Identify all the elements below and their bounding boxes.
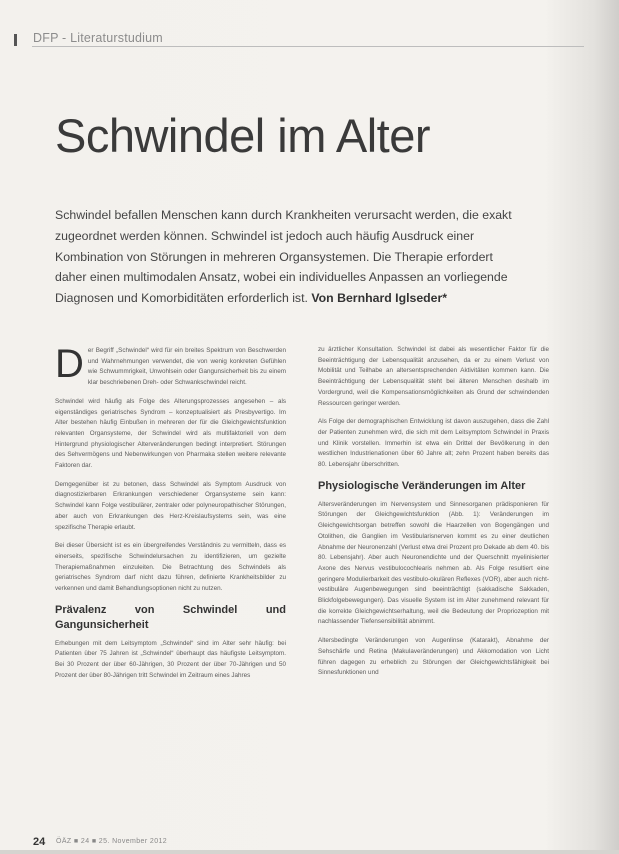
- scan-edge: [0, 850, 619, 854]
- right-column: [318, 345, 549, 687]
- body-paragraph: Altersveränderungen im Nervensystem und Sinnesorganen prädisponieren für Störungen der Gleichgewichtsfunktion (Abb. 1): Veränderungen im Gleichgewichtsorgan betreffen sowohl die Haarzellen von Bogengängen und Otolithen, die Ganglien im Vestibularisnerven kommt es zu einer deutlichen Abnahme der Neuronenzahl (Verlust etwa drei Prozent pro Dekade ab dem 40. bis 80. Lebensjahr). Aber auch Neuronendichte und der Querschnitt myelinisierter Axone des Nervus vestibulocochlearis nehmen ab. Als Folge resultiert eine geringere Modulierbarkeit des vestibulo-okulären Reflexes (VOR), aber auch nicht-vestibuläre Augenbewegungen sind beeinträchtigt (sakkadische Sakkaden, Blickfolgebewegungen). Das visuelle System ist im Alter zunehmend relevant für die korrekte Gleichgewichtserhaltung, weil die Bedeutung der Propriozeption mit nachlassender Tiefensensibilität abnimmt.: [318, 500, 549, 626]
- body-paragraph: Schwindel wird häufig als Folge des Alterungsprozesses angesehen – als eigenständiges geriatrisches Syndrom – konzeptualisiert als Presbyvertigo. Im Alter bestehen häufig Einbußen in mehreren der für die Gleichgewichtsfunktion relevanten Organsysteme, der Schwindel wird als multifaktoriell von dem Hintergrund physiologischer Alterveränderungen bedingt interpretiert. Störungen des Sehvermögens und Nebenwirkungen von Pharmaka stellen weitere relevante Faktoren dar.: [55, 397, 286, 470]
- body-paragraph: Altersbedingte Veränderungen von Augenlinse (Katarakt), Abnahme der Sehschärfe und Retina (Makulaveränderungen) und Akkomodation von Licht führen dagegen zu erheblich zu Störungen der Gleichgewichtsfähigkeit bei Sinnesfunktionen und: [318, 637, 549, 677]
- article-lead: [55, 205, 525, 309]
- body-paragraph: Bei dieser Übersicht ist es ein übergreifendes Verständnis zu vermitteln, dass es einerseits, spezifische Schwindelursachen zu identifizieren, um gezielte Therapiemaßnahmen einzuleiten. Die Betrachtung des Schwindels als geriatrisches Syndrom darf nicht dazu führen, definierte Krankheitsbilder zu verkennen und damit Behandlungsoptionen nicht zu nutzen.: [55, 542, 286, 593]
- section-marker: [14, 34, 17, 46]
- subheading-physiology: Physiologische Veränderungen im Alter: [318, 479, 526, 492]
- author-byline: Von Bernhard Iglseder*: [311, 291, 448, 306]
- section-label: DFP - Literaturstudium: [33, 31, 163, 45]
- intro-paragraph: [55, 342, 286, 389]
- page-number: 24: [33, 836, 46, 848]
- header-rule: [32, 46, 584, 47]
- body-paragraph: zu ärztlicher Konsultation. Schwindel ist dabei als wesentlicher Faktor für die Beeinträchtigung der Lebensqualität anzusehen, da er zu einem Verlust von Mobilität und Teilhabe an altersentsprechenden Aktivitäten kommen kann. Die Beeinträchtigung der Lebensqualität steht bei älteren Menschen deshalb im Vordergrund, weil die Kompensationsmöglichkeiten als Grund der schwindenden Ressourcen geringer werden.: [318, 346, 549, 407]
- publication-info: ÖÄZ ■ 24 ■ 25. November 2012: [56, 838, 168, 845]
- body-paragraph: Erhebungen mit dem Leitsymptom „Schwindel“ sind im Alter sehr häufig: bei Patienten über 75 Jahren ist „Schwindel“ überhaupt das häufigste Leitsymptom. Bei 30 Prozent der über 60-Jährigen, 30 Prozent der über 70-Jährigen und 50 Prozent der über 80-Jährigen tritt Schwindel im Zeitraum eines Jahres: [55, 639, 286, 679]
- left-column: [55, 342, 286, 690]
- lead-text: Schwindel befallen Menschen kann durch Krankheiten verursacht werden, die exakt zugeordnet werden können. Schwindel ist jedoch auch häufig Ausdruck einer Kombination von Störungen in mehreren Organsystemen. Die Therapie erfordert daher einen multimodalen Ansatz, wobei ein individuelles Anpassen an vorliegende Diagnosen und Komorbiditäten erforderlich ist.: [55, 208, 512, 306]
- paragraph-text: er Begriff „Schwindel“ wird für ein breites Spektrum von Beschwerden und Wahrnehmungen verwendet, die von wenig konkreten Gefühlen wie Schwummrigkeit, Unwohlsein oder Gangunsicherheit bis zu einem klar beschriebenen Dreh- oder Schwankschwindel reicht.: [87, 347, 286, 387]
- drop-cap: D: [55, 342, 84, 386]
- body-paragraph: Als Folge der demographischen Entwicklung ist davon auszugehen, dass die Zahl der Patienten zunehmen wird, die sich mit dem Leitsymptom Schwindel in Praxis und Klinik vorstellen. Immerhin ist etwa ein Drittel der Bevölkerung in den westlichen Industrienationen über 60 Jahre alt; zehn Prozent haben bereits das 80. Lebensjahr überschritten.: [318, 418, 549, 469]
- subheading-prevalence: Prävalenz von Schwindel und Gangunsicherheit: [55, 603, 286, 631]
- article-title: Schwindel im Alter: [55, 109, 430, 162]
- body-paragraph: Demgegenüber ist zu betonen, dass Schwindel als Symptom Ausdruck von diagnostizierbaren Erkrankungen verschiedener Organsysteme sein kann: Schwindel kann Folge vestibulärer, zentraler oder polyneuropathischer Störungen, aber auch von Erkrankungen des Herz-Kreislaufsystems sein, was eine spezifische Therapie erlaubt.: [55, 480, 286, 531]
